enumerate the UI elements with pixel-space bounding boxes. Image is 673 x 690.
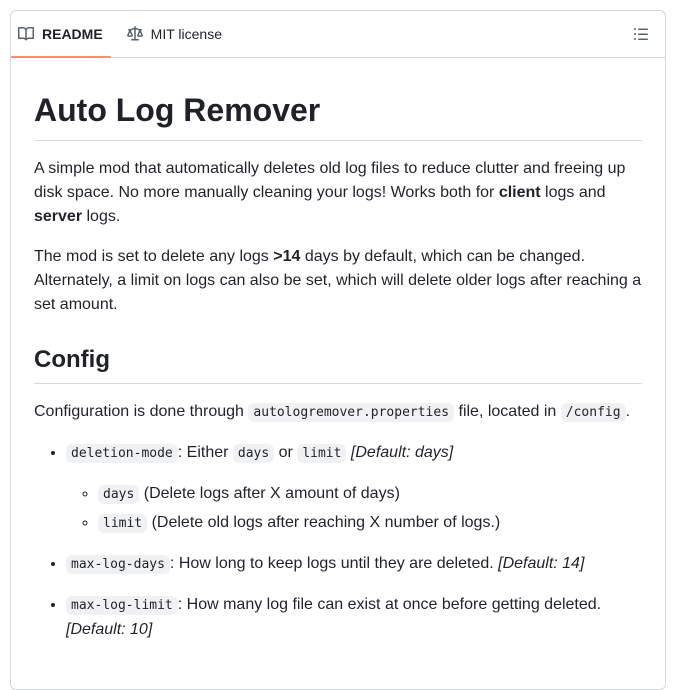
sub-option-text: (Delete old logs after reaching X number of logs.) (151, 514, 501, 531)
page-title: Auto Log Remover (34, 90, 642, 141)
intro-paragraph (34, 157, 642, 229)
option-text: : How many log file can exist at once before getting deleted. (177, 596, 602, 613)
tab-license-label: MIT license (150, 26, 222, 42)
config-text-3: . (625, 403, 631, 420)
option-default: [Default: 10] (66, 621, 153, 638)
sub-option-code: limit (98, 514, 147, 533)
sub-option-code: days (98, 485, 139, 504)
option-text: or (274, 444, 298, 461)
config-heading: Config (34, 345, 642, 384)
list-item (66, 552, 642, 577)
tab-license[interactable] (119, 11, 230, 57)
option-default: [Default: 14] (498, 555, 585, 572)
sub-option-text: (Delete logs after X amount of days) (143, 485, 400, 502)
option-key-code: max-log-days (66, 555, 170, 574)
intro-server: server (34, 208, 83, 225)
option-key-code: max-log-limit (66, 596, 178, 615)
law-icon (127, 26, 143, 42)
option-text: : Either (177, 444, 233, 461)
defaults-text-2: days by default, which can be changed. Alternately, a limit on logs can also be set, which will delete older logs after reaching a set amount. (34, 248, 642, 313)
list-item (98, 511, 642, 536)
list-item (98, 482, 642, 507)
defaults-paragraph (34, 245, 642, 317)
option-value-code: limit (297, 444, 346, 463)
intro-text-1: A simple mod that automatically deletes old log files to reduce clutter and freeing up disk space. No more manually cleaning your logs! Works both for (34, 160, 626, 201)
intro-client: client (498, 184, 541, 201)
sub-options-list (66, 482, 642, 536)
config-dir-code: /config (561, 403, 626, 422)
defaults-days: >14 (273, 248, 301, 265)
list-item (66, 593, 642, 642)
list-item (66, 441, 642, 536)
book-icon (18, 26, 34, 42)
config-text-2: file, located in (454, 403, 561, 420)
defaults-text-1: The mod is set to delete any logs (34, 248, 274, 265)
tab-readme[interactable] (11, 11, 111, 57)
option-text: : How long to keep logs until they are deleted. (169, 555, 499, 572)
option-default: [Default: days] (350, 444, 454, 461)
option-key-code: deletion-mode (66, 444, 178, 463)
intro-text-2: logs and (540, 184, 606, 201)
readme-content (11, 90, 665, 642)
option-value-code: days (233, 444, 274, 463)
config-paragraph (34, 400, 642, 425)
config-file-code: autologremover.properties (248, 403, 454, 422)
intro-text-3: logs. (82, 208, 121, 225)
options-list (34, 441, 642, 642)
readme-panel (10, 10, 666, 690)
config-text-1: Configuration is done through (34, 403, 249, 420)
list-unordered-icon[interactable] (633, 26, 649, 42)
readme-tab-bar (11, 11, 665, 58)
tab-readme-label: README (42, 26, 103, 42)
